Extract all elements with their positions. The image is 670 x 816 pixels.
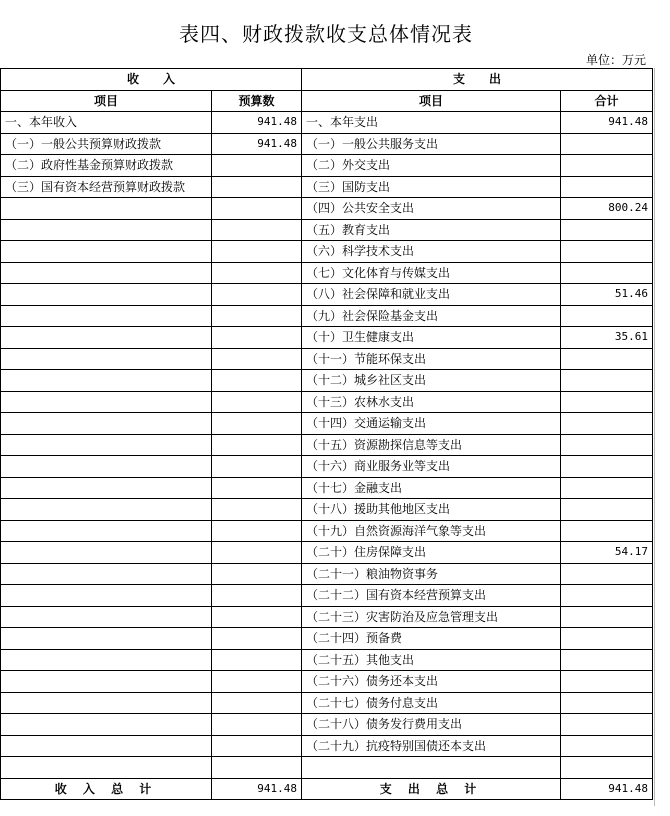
expense-amount-cell: 941.48: [561, 112, 653, 134]
expense-item-cell: （七）文化体育与传媒支出: [302, 262, 561, 284]
income-amount-cell: [212, 327, 302, 349]
income-amount-cell: [212, 176, 302, 198]
expense-item-cell: 一、本年支出: [302, 112, 561, 134]
expense-item-cell: （十一）节能环保支出: [302, 348, 561, 370]
income-total-label: 收 入 总 计: [1, 778, 212, 800]
expense-item-cell: [302, 757, 561, 779]
expense-item-cell: （八）社会保障和就业支出: [302, 284, 561, 306]
table-row: [1, 735, 653, 757]
table-row: [1, 155, 653, 177]
table-row: [1, 391, 653, 413]
table-row: [1, 284, 653, 306]
expense-amount-cell: [561, 370, 653, 392]
table-row: [1, 692, 653, 714]
expense-item-cell: （十四）交通运输支出: [302, 413, 561, 435]
table-row: [1, 348, 653, 370]
expense-amount-cell: [561, 520, 653, 542]
table-row: [1, 671, 653, 693]
expense-amount-cell: 51.46: [561, 284, 653, 306]
table-row: [1, 649, 653, 671]
column-header-row: [1, 90, 653, 112]
income-amount-cell: [212, 628, 302, 650]
income-amount-cell: [212, 391, 302, 413]
expense-amount-cell: [561, 262, 653, 284]
table-row: [1, 499, 653, 521]
table-row: [1, 370, 653, 392]
income-item-cell: [1, 649, 212, 671]
income-amount-cell: [212, 606, 302, 628]
income-amount-cell: [212, 585, 302, 607]
table-row: [1, 714, 653, 736]
expense-item-cell: （二十九）抗疫特别国债还本支出: [302, 735, 561, 757]
income-amount-cell: 941.48: [212, 133, 302, 155]
income-item-cell: [1, 692, 212, 714]
income-item-cell: [1, 284, 212, 306]
income-amount-cell: [212, 649, 302, 671]
income-item-cell: [1, 348, 212, 370]
income-section-header: 收 入: [1, 69, 302, 91]
income-amount-cell: [212, 219, 302, 241]
income-amount-cell: [212, 348, 302, 370]
table-row: [1, 413, 653, 435]
fiscal-table: [0, 68, 653, 800]
expense-item-cell: （一）一般公共服务支出: [302, 133, 561, 155]
expense-amount-cell: [561, 692, 653, 714]
income-item-cell: [1, 520, 212, 542]
income-item-cell: [1, 735, 212, 757]
total-header: 合计: [561, 90, 653, 112]
expense-item-cell: （二）外交支出: [302, 155, 561, 177]
expense-item-cell: （九）社会保险基金支出: [302, 305, 561, 327]
income-item-cell: [1, 370, 212, 392]
expense-amount-cell: [561, 628, 653, 650]
income-amount-cell: [212, 542, 302, 564]
expense-item-cell: （四）公共安全支出: [302, 198, 561, 220]
table-row: [1, 262, 653, 284]
table-row: [1, 133, 653, 155]
expense-amount-cell: 54.17: [561, 542, 653, 564]
table-row: [1, 606, 653, 628]
section-header-row: [1, 69, 653, 91]
income-item-cell: 一、本年收入: [1, 112, 212, 134]
income-amount-cell: [212, 692, 302, 714]
expense-item-header: 项目: [302, 90, 561, 112]
income-item-cell: [1, 757, 212, 779]
income-item-cell: [1, 563, 212, 585]
income-amount-cell: 941.48: [212, 112, 302, 134]
table-row: [1, 241, 653, 263]
total-row: [1, 778, 653, 800]
expense-amount-cell: [561, 649, 653, 671]
expense-amount-cell: 35.61: [561, 327, 653, 349]
table-row: [1, 585, 653, 607]
expense-item-cell: （十五）资源勘探信息等支出: [302, 434, 561, 456]
income-amount-cell: [212, 520, 302, 542]
expense-amount-cell: 800.24: [561, 198, 653, 220]
expense-amount-cell: [561, 757, 653, 779]
income-item-cell: [1, 585, 212, 607]
income-total-value: 941.48: [212, 778, 302, 800]
income-item-header: 项目: [1, 90, 212, 112]
income-item-cell: [1, 391, 212, 413]
income-amount-cell: [212, 499, 302, 521]
expense-item-cell: （十九）自然资源海洋气象等支出: [302, 520, 561, 542]
income-item-cell: （三）国有资本经营预算财政拨款: [1, 176, 212, 198]
expense-item-cell: （二十八）债务发行费用支出: [302, 714, 561, 736]
expense-amount-cell: [561, 585, 653, 607]
table-row: [1, 176, 653, 198]
income-amount-cell: [212, 757, 302, 779]
expense-amount-cell: [561, 477, 653, 499]
expense-amount-cell: [561, 606, 653, 628]
budget-header: 预算数: [212, 90, 302, 112]
expense-section-header: 支 出: [302, 69, 653, 91]
expense-total-value: 941.48: [561, 778, 653, 800]
expense-item-cell: （二十四）预备费: [302, 628, 561, 650]
income-item-cell: [1, 456, 212, 478]
table-row: [1, 305, 653, 327]
income-item-cell: [1, 714, 212, 736]
table-row: [1, 456, 653, 478]
income-amount-cell: [212, 735, 302, 757]
income-amount-cell: [212, 563, 302, 585]
income-item-cell: [1, 219, 212, 241]
income-item-cell: [1, 413, 212, 435]
expense-item-cell: （二十一）粮油物资事务: [302, 563, 561, 585]
expense-item-cell: （六）科学技术支出: [302, 241, 561, 263]
expense-item-cell: （二十三）灾害防治及应急管理支出: [302, 606, 561, 628]
table-row: [1, 520, 653, 542]
expense-amount-cell: [561, 714, 653, 736]
income-amount-cell: [212, 434, 302, 456]
table-row: [1, 628, 653, 650]
income-item-cell: （一）一般公共预算财政拨款: [1, 133, 212, 155]
income-item-cell: [1, 262, 212, 284]
expense-amount-cell: [561, 456, 653, 478]
income-amount-cell: [212, 284, 302, 306]
expense-amount-cell: [561, 348, 653, 370]
right-border-line: [654, 68, 655, 806]
expense-amount-cell: [561, 563, 653, 585]
expense-item-cell: （十）卫生健康支出: [302, 327, 561, 349]
table-row: [1, 434, 653, 456]
expense-item-cell: （二十六）债务还本支出: [302, 671, 561, 693]
expense-item-cell: （二十七）债务付息支出: [302, 692, 561, 714]
expense-item-cell: （二十二）国有资本经营预算支出: [302, 585, 561, 607]
expense-amount-cell: [561, 219, 653, 241]
expense-item-cell: （十三）农林水支出: [302, 391, 561, 413]
income-item-cell: [1, 198, 212, 220]
table-row: [1, 542, 653, 564]
expense-item-cell: （三）国防支出: [302, 176, 561, 198]
income-item-cell: [1, 477, 212, 499]
income-item-cell: [1, 628, 212, 650]
table-row: [1, 327, 653, 349]
table-row: [1, 757, 653, 779]
expense-item-cell: （二十五）其他支出: [302, 649, 561, 671]
table-row: [1, 219, 653, 241]
expense-amount-cell: [561, 305, 653, 327]
expense-amount-cell: [561, 241, 653, 263]
income-item-cell: [1, 542, 212, 564]
expense-item-cell: （十六）商业服务业等支出: [302, 456, 561, 478]
expense-item-cell: （二十）住房保障支出: [302, 542, 561, 564]
income-amount-cell: [212, 456, 302, 478]
income-amount-cell: [212, 305, 302, 327]
income-amount-cell: [212, 241, 302, 263]
table-row: [1, 477, 653, 499]
page-title: 表四、财政拨款收支总体情况表: [179, 22, 473, 46]
expense-amount-cell: [561, 671, 653, 693]
unit-label: 单位：万元: [585, 53, 646, 67]
expense-amount-cell: [561, 176, 653, 198]
expense-amount-cell: [561, 133, 653, 155]
income-amount-cell: [212, 198, 302, 220]
expense-amount-cell: [561, 155, 653, 177]
expense-item-cell: （十八）援助其他地区支出: [302, 499, 561, 521]
expense-item-cell: （五）教育支出: [302, 219, 561, 241]
income-item-cell: [1, 241, 212, 263]
expense-total-label: 支 出 总 计: [302, 778, 561, 800]
income-item-cell: [1, 499, 212, 521]
income-item-cell: [1, 327, 212, 349]
expense-item-cell: （十二）城乡社区支出: [302, 370, 561, 392]
income-amount-cell: [212, 413, 302, 435]
income-amount-cell: [212, 155, 302, 177]
expense-item-cell: （十七）金融支出: [302, 477, 561, 499]
expense-amount-cell: [561, 499, 653, 521]
table-row: [1, 112, 653, 134]
income-item-cell: （二）政府性基金预算财政拨款: [1, 155, 212, 177]
income-amount-cell: [212, 370, 302, 392]
income-amount-cell: [212, 714, 302, 736]
table-row: [1, 198, 653, 220]
income-item-cell: [1, 606, 212, 628]
expense-amount-cell: [561, 434, 653, 456]
expense-amount-cell: [561, 735, 653, 757]
income-amount-cell: [212, 262, 302, 284]
expense-amount-cell: [561, 391, 653, 413]
income-item-cell: [1, 434, 212, 456]
table-row: [1, 563, 653, 585]
income-item-cell: [1, 305, 212, 327]
income-amount-cell: [212, 671, 302, 693]
expense-amount-cell: [561, 413, 653, 435]
income-amount-cell: [212, 477, 302, 499]
income-item-cell: [1, 671, 212, 693]
